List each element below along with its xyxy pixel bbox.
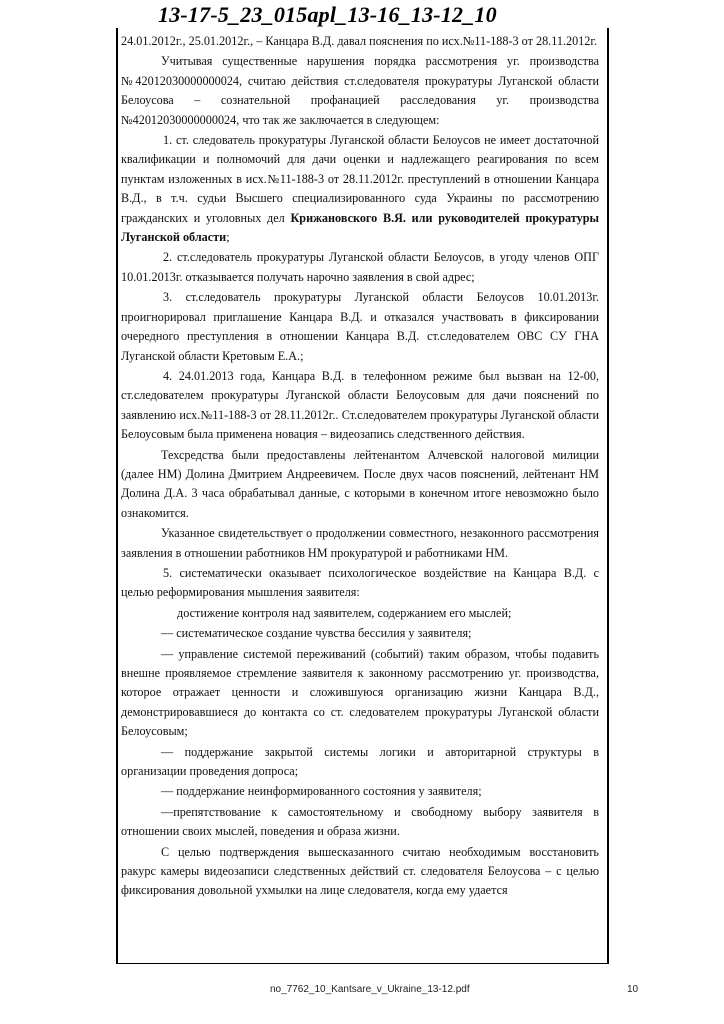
list-item [121,131,599,247]
dash-item: — управление системой переживаний (событий) таким образом, чтобы подавить внешне проявляемое стремление заявителя к законному рассмотрению уг. производства, которое отражает ценности и сложившуюся организацию жизни Канцара В.Д., демонстрировавшиеся до контакта со ст. следователем прокуратуры Луганской области Белоусовым; [121,646,599,739]
list-item: 3. ст.следователь прокуратуры Луганской области Белоусов 10.01.2013г. проигнорировал приглашение Канцара В.Д. и отказался участвовать в фиксировании очередного преступления в отношении Канцара В.Д. ст.следователем ОВС СУ ГНА Луганской области Кретовым Е.А.; [121,290,599,363]
dash-item: — поддержание закрытой системы логики и авторитарной структуры в организации проведения допроса; [121,744,599,779]
document-body [121,32,599,902]
paragraph: С целью подтверждения вышесказанного считаю необходимым восстановить ракурс камеры видеозаписи следственных действий ст. следователя Белоусова – с целью фиксирования довольной ухмылки на лице следователя, когда ему удается [121,844,599,898]
list-item: 2. ст.следователь прокуратуры Луганской области Белоусов, в угоду членов ОПГ 10.01.2013г. отказывается получать нарочно заявления в свой адрес; [121,250,599,284]
paragraph: Указанное свидетельствует о продолжении совместного, незаконного рассмотрения заявления в отношении работников НМ прокуратурой и работниками НМ. [121,526,599,560]
dash-item: — поддержание неинформированного состояния у заявителя; [161,784,482,799]
page-number: 10 [627,984,639,995]
paragraph: Техсредства были предоставлены лейтенантом Алчевской налоговой милиции (далее НМ) Долина Дмитрием Андреевичем. После двух часов пояснений, лейтенант НМ Долина Д.А. 3 часа обрабатывал данные, с которыми в конечном итоге невозможно было ознакомится. [121,447,599,520]
paragraph: 24.01.2012г., 25.01.2012г., – Канцара В.Д. давал пояснения по исх.№11-188-3 от 28.11.2012г. [121,34,598,48]
dash-item: достижение контроля над заявителем, содержанием его мыслей; [177,605,512,620]
dash-item: — систематическое создание чувства бессилия у заявителя; [161,626,472,641]
footer-filename: no_7762_10_Kantsare_v_Ukraine_13-12.pdf [270,984,470,995]
document-header: 13-17-5_23_015apl_13-16_13-12_10 [158,2,497,27]
list-item-text: 1. ст. следователь прокуратуры Луганской области Белоусов не имеет достаточной квалификации и полномочий для дачи оценки и надлежащего реагирования по всем пунктам изложенных в исх.№11-188-3 от 28.11.2012г. преступлений в отношении Канцара В.Д., в т.ч. судьи Высшего специализированного суда Украины по рассмотрению гражданских и уголовных дел [121,133,599,225]
list-item: 5. систематически оказывает психологическое воздействие на Канцара В.Д. с целью реформирования мышления заявителя: [121,565,599,600]
paragraph: Учитывая существенные нарушения порядка рассмотрения уг. производства №42012030000000024, считаю действия ст.следователя прокуратуры Луганской области Белоусова – сознательной профанацией расследования уг. производства №42012030000000024, что так же заключается в следующем: [121,54,599,127]
list-item: 4. 24.01.2013 года, Канцара В.Д. в телефонном режиме был вызван на 12-00, ст.следователем прокуратуры Луганской области Белоусовым для дачи пояснений по заявлению исх.№11-188-3 от 28.11.2012г.. Ст.следователем прокуратуры Луганской области Белоусовым была применена новация – видеозапись следственного действия. [121,368,599,442]
list-item-end: ; [226,230,230,245]
bold-text: Крижановского В.Я. или руководителей прокуратуры Луганской области [121,210,599,245]
dash-item: —препятствование к самостоятельному и свободному выбору заявителя в отношении своих мыслей, поведения и образа жизни. [121,804,599,839]
